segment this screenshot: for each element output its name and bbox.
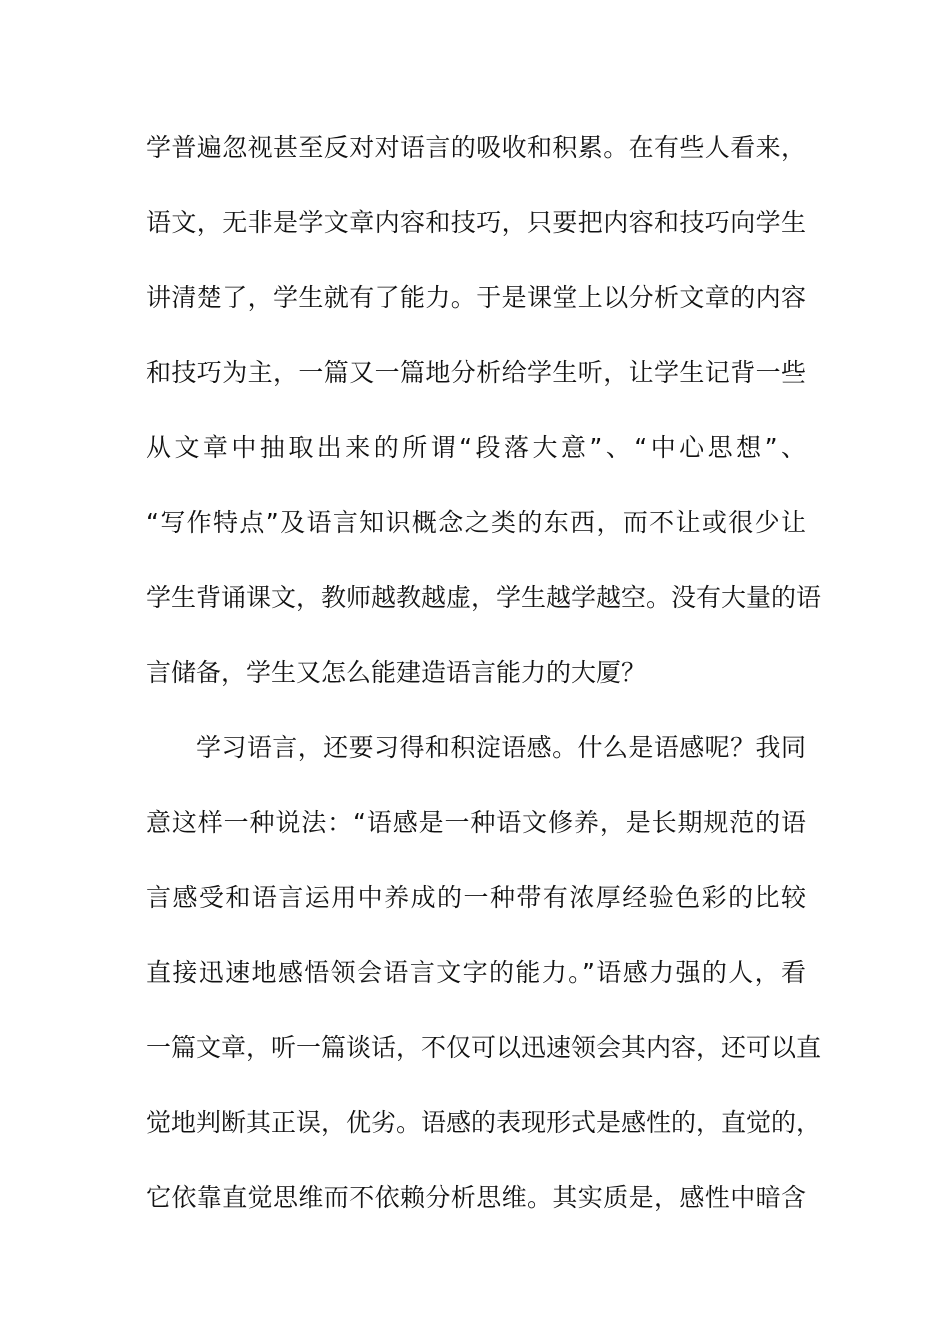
- text-line: “写作特点”及语言知识概念之类的东西，而不让或很少让: [146, 508, 806, 537]
- text-line: 意这样一种说法：“语感是一种语文修养，是长期规范的语: [146, 808, 806, 837]
- text-line: 语文，无非是学文章内容和技巧，只要把内容和技巧向学生: [146, 208, 806, 237]
- paragraph-end-line: 言储备，学生又怎么能建造语言能力的大厦？: [146, 658, 647, 687]
- paragraph-start-line: 学习语言，还要习得和积淀语感。什么是语感呢？我同: [196, 733, 806, 762]
- text-line: 觉地判断其正误，优劣。语感的表现形式是感性的，直觉的，: [146, 1108, 822, 1137]
- text-line: 一篇文章，听一篇谈话，不仅可以迅速领会其内容，还可以直: [146, 1033, 822, 1062]
- text-line: 从文章中抽取出来的所谓“段落大意”、“中心思想”、: [146, 433, 806, 462]
- text-line: 它依靠直觉思维而不依赖分析思维。其实质是，感性中暗含: [146, 1183, 806, 1212]
- body-text: [146, 123, 822, 1248]
- text-line: 学生背诵课文，教师越教越虚，学生越学越空。没有大量的语: [146, 583, 822, 612]
- text-line: 直接迅速地感悟领会语言文字的能力。”语感力强的人，看: [146, 958, 806, 987]
- text-line: 言感受和语言运用中养成的一种带有浓厚经验色彩的比较: [146, 883, 806, 912]
- text-line: 讲清楚了，学生就有了能力。于是课堂上以分析文章的内容: [146, 283, 806, 312]
- text-line: 和技巧为主，一篇又一篇地分析给学生听，让学生记背一些: [146, 358, 806, 387]
- text-line: 学普遍忽视甚至反对对语言的吸收和积累。在有些人看来，: [146, 133, 806, 162]
